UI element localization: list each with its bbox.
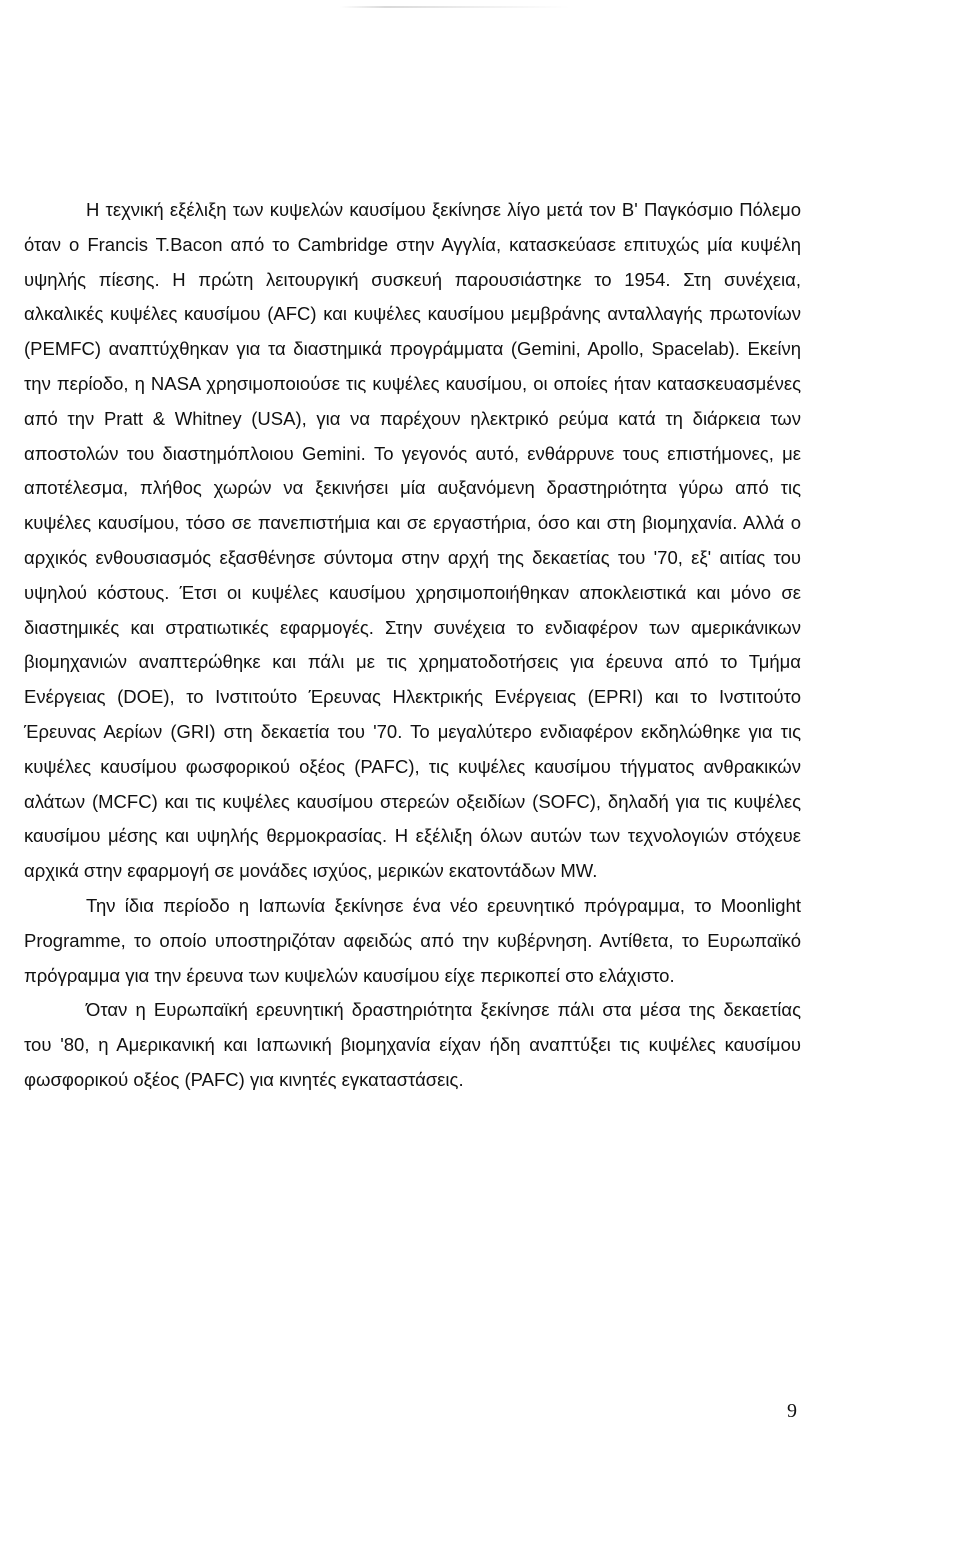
page-number: 9 bbox=[787, 1400, 797, 1422]
scan-artifact bbox=[340, 6, 570, 8]
body-text bbox=[24, 193, 801, 1098]
paragraph-japan: Την ίδια περίοδο η Ιαπωνία ξεκίνησε ένα νέο ερευνητικό πρόγραμμα, το Moonlight Programme, το οποίο υποστηριζόταν αφειδώς από την κυβέρνηση. Αντίθετα, το Ευρωπαϊκό πρόγραμμα για την έρευνα των κυψελών καυσίμου είχε περικοπεί στο ελάχιστο. bbox=[24, 894, 801, 986]
paragraph-europe: Όταν η Ευρωπαϊκή ερευνητική δραστηριότητα ξεκίνησε πάλι στα μέσα της δεκαετίας του '80, η Αμερικανική και Ιαπωνική βιομηχανία είχαν ήδη αναπτύξει τις κυψέλες καυσίμου φωσφορικού οξέος (PAFC) για κινητές εγκαταστάσεις. bbox=[24, 999, 801, 1090]
paragraph-history: Η τεχνική εξέλιξη των κυψελών καυσίμου ξεκίνησε λίγο μετά τον Β' Παγκόσμιο Πόλεμο όταν ο Francis T.Bacon από το Cambridge στην Αγγλία, κατασκεύασε επιτυχώς μία κυψέλη υψηλής πίεσης. Η πρώτη λειτουργική συσκευή παρουσιάστηκε το 1954. Στη συνέχεια, αλκαλικές κυψέλες καυσίμου (AFC) και κυψέλες καυσίμου μεμβράνης ανταλλαγής πρωτονίων (PEMFC) αναπτύχθηκαν για τα διαστημικά προγράμματα (Gemini, Apollo, Spacelab). Εκείνη την περίοδο, η NASA χρησιμοποιούσε τις κυψέλες καυσίμου, οι οποίες ήταν κατασκευασμένες από την Pratt & Whitney (USA), για να παρέχουν ηλεκτρικό ρεύμα κατά τη διάρκεια των αποστολών του διαστημόπλοιου Gemini. Το γεγονός αυτό, ενθάρρυνε τους επιστήμονες, με αποτέλεσμα, πλήθος χωρών να ξεκινήσει μία αυξανόμενη δραστηριότητα γύρω από τις κυψέλες καυσίμου, τόσο σε πανεπιστήμια και σε εργαστήρια, όσο και στη βιομηχανία. Αλλά ο αρχικός ενθουσιασμός εξασθένησε σύντομα στην αρχή της δεκαετίας του '70, εξ' αιτίας του υψηλού κόστους. Έτσι οι κυψέλες καυσίμου χρησιμοποιήθηκαν αποκλειστικά και μόνο σε διαστημικές και στρατιωτικές εφαρμογές. Στην συνέχεια το ενδιαφέρον των αμερικάνικων βιομηχανιών αναπτερώθηκε και πάλι με τις χρηματοδοτήσεις για έρευνα από το Τμήμα Ενέργειας (DOE), το Ινστιτούτο Έρευνας Ηλεκτρικής Ενέργειας (EPRI) και το Ινστιτούτο Έρευνας Αερίων (GRI) στη δεκαετία του '70. Το μεγαλύτερο ενδιαφέρον εκδηλώθηκε για τις κυψέλες καυσίμου φωσφορικού οξέος (PAFC), τις κυψέλες καυσίμου τήγματος ανθρακικών αλάτων (MCFC) και τις κυψέλες καυσίμου στερεών οξειδίων (SOFC), δηλαδή για τις κυψέλες καυσίμου μέσης και υψηλής θερμοκρασίας. Η εξέλιξη όλων αυτών των τεχνολογιών στόχευε αρχικά στην εφαρμογή σε μονάδες ισχύος, μερικών εκατοντάδων MW. bbox=[24, 199, 801, 882]
